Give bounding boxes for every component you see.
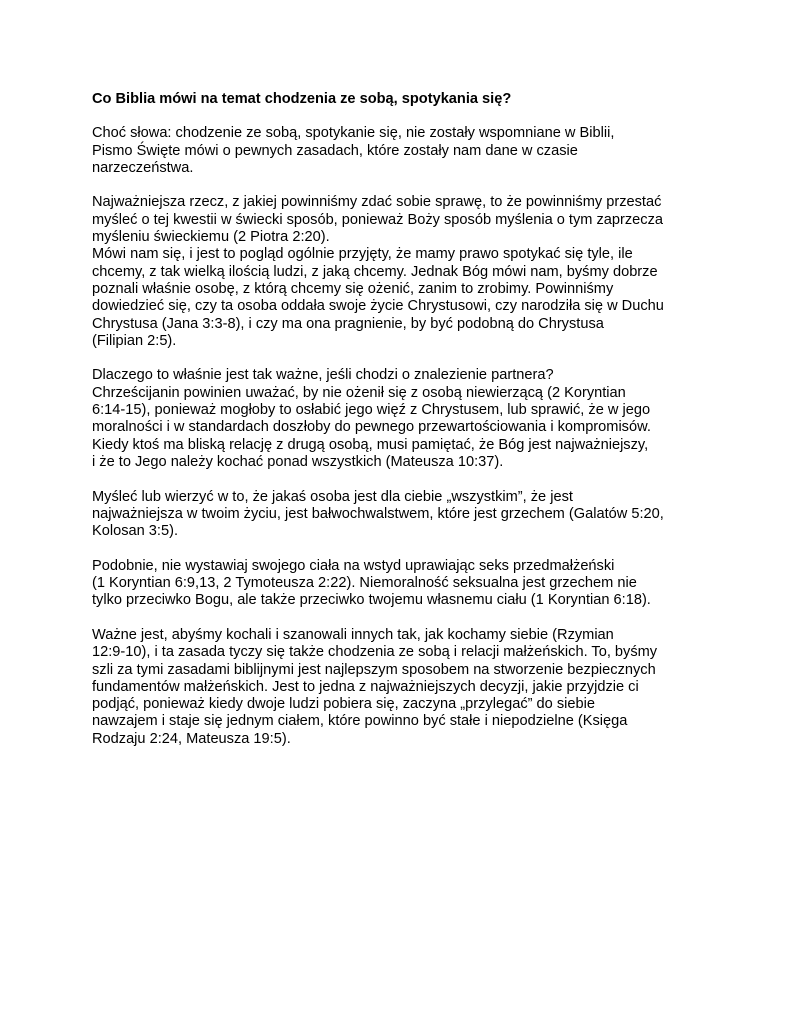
paragraph-line: Podobnie, nie wystawiaj swojego ciała na wstyd uprawiając seks przedmałżeński <box>92 557 615 574</box>
paragraph-line: Ważne jest, abyśmy kochali i szanowali innych tak, jak kochamy siebie (Rzymian <box>92 626 614 643</box>
paragraph-line: Chrystusa (Jana 3:3-8), i czy ma ona pragnienie, by być podobną do Chrystusa <box>92 315 604 332</box>
paragraph-line: myśleć o tej kwestii w świecki sposób, ponieważ Boży sposób myślenia o tym zaprzecza <box>92 211 664 228</box>
document-title: Co Biblia mówi na temat chodzenia ze sobą, spotykania się? <box>92 91 512 107</box>
paragraph-line: i że to Jego należy kochać ponad wszystkich (Mateusza 10:37). <box>92 453 504 470</box>
paragraph-5 <box>92 489 732 541</box>
paragraph-line: Kolosan 3:5). <box>92 523 178 540</box>
paragraph-line: (1 Koryntian 6:9,13, 2 Tymoteusza 2:22). Niemoralność seksualna jest grzechem nie <box>92 575 637 592</box>
paragraph-line: tylko przeciwko Bogu, ale także przeciwko twojemu własnemu ciału (1 Koryntian 6:18). <box>92 592 651 609</box>
paragraph-line: podjąć, ponieważ kiedy dwoje ludzi pobiera się, zaczyna „przylegać” do siebie <box>92 696 595 713</box>
paragraph-7 <box>92 627 732 748</box>
paragraph-line: (Filipian 2:5). <box>92 332 177 349</box>
paragraph-line: Myśleć lub wierzyć w to, że jakaś osoba jest dla ciebie „wszystkim”, że jest <box>92 488 573 505</box>
paragraph-line: Chrześcijanin powinien uważać, by nie ożenił się z osobą niewierzącą (2 Koryntian <box>92 384 626 401</box>
paragraph-line: Dlaczego to właśnie jest tak ważne, jeśli chodzi o znalezienie partnera? <box>92 367 554 384</box>
paragraph-6 <box>92 558 732 610</box>
paragraph-line: nawzajem i staje się jednym ciałem, które powinno być stałe i niepodzielne (Księga <box>92 713 628 730</box>
paragraph-line: poznali właśnie osobę, z którą chcemy się ożenić, zanim to zrobimy. Powinniśmy <box>92 280 614 297</box>
paragraph-line: Najważniejsza rzecz, z jakiej powinniśmy zdać sobie sprawę, to że powinniśmy przestać <box>92 194 662 211</box>
paragraph-line: Choć słowa: chodzenie ze sobą, spotykanie się, nie zostały wspomniane w Biblii, <box>92 125 615 142</box>
paragraph-line: szli za tymi zasadami biblijnymi jest najlepszym sposobem na stworzenie bezpiecznych <box>92 661 656 678</box>
paragraph-line: fundamentów małżeńskich. Jest to jedna z najważniejszych decyzji, jakie przyjdzie ci <box>92 678 639 695</box>
paragraph-line: chcemy, z tak wielką ilością ludzi, z jaką chcemy. Jednak Bóg mówi nam, byśmy dobrze <box>92 263 658 280</box>
paragraph-line: dowiedzieć się, czy ta osoba oddała swoje życie Chrystusowi, czy narodziła się w Duchu <box>92 298 664 315</box>
paragraph-line: Kiedy ktoś ma bliską relację z drugą osobą, musi pamiętać, że Bóg jest najważniejszy, <box>92 436 649 453</box>
paragraph-line: Rodzaju 2:24, Mateusza 19:5). <box>92 730 291 747</box>
paragraph-line: Mówi nam się, i jest to pogląd ogólnie przyjęty, że mamy prawo spotykać się tyle, ile <box>92 246 633 263</box>
paragraph-line: moralności i w standardach doszłoby do pewnego przewartościowania i kompromisów. <box>92 419 651 436</box>
paragraph-line: 6:14-15), ponieważ mogłoby to osłabić jego więź z Chrystusem, lub sprawić, że w jego <box>92 402 651 419</box>
paragraph-line: najważniejsza w twoim życiu, jest bałwochwalstwem, które jest grzechem (Galatów 5:20, <box>92 505 664 522</box>
paragraph-line: Pismo Święte mówi o pewnych zasadach, które zostały nam dane w czasie <box>92 142 578 159</box>
paragraph-4 <box>92 367 732 471</box>
document-page <box>92 91 732 765</box>
paragraph-1 <box>92 125 732 177</box>
paragraph-line: myśleniu świeckiemu (2 Piotra 2:20). <box>92 229 330 246</box>
paragraph-line: narzeczeństwa. <box>92 159 194 176</box>
paragraph-2 <box>92 194 732 246</box>
paragraph-line: 12:9-10), i ta zasada tyczy się także chodzenia ze sobą i relacji małżeńskich. To, byśmy <box>92 644 658 661</box>
paragraph-3 <box>92 246 732 350</box>
